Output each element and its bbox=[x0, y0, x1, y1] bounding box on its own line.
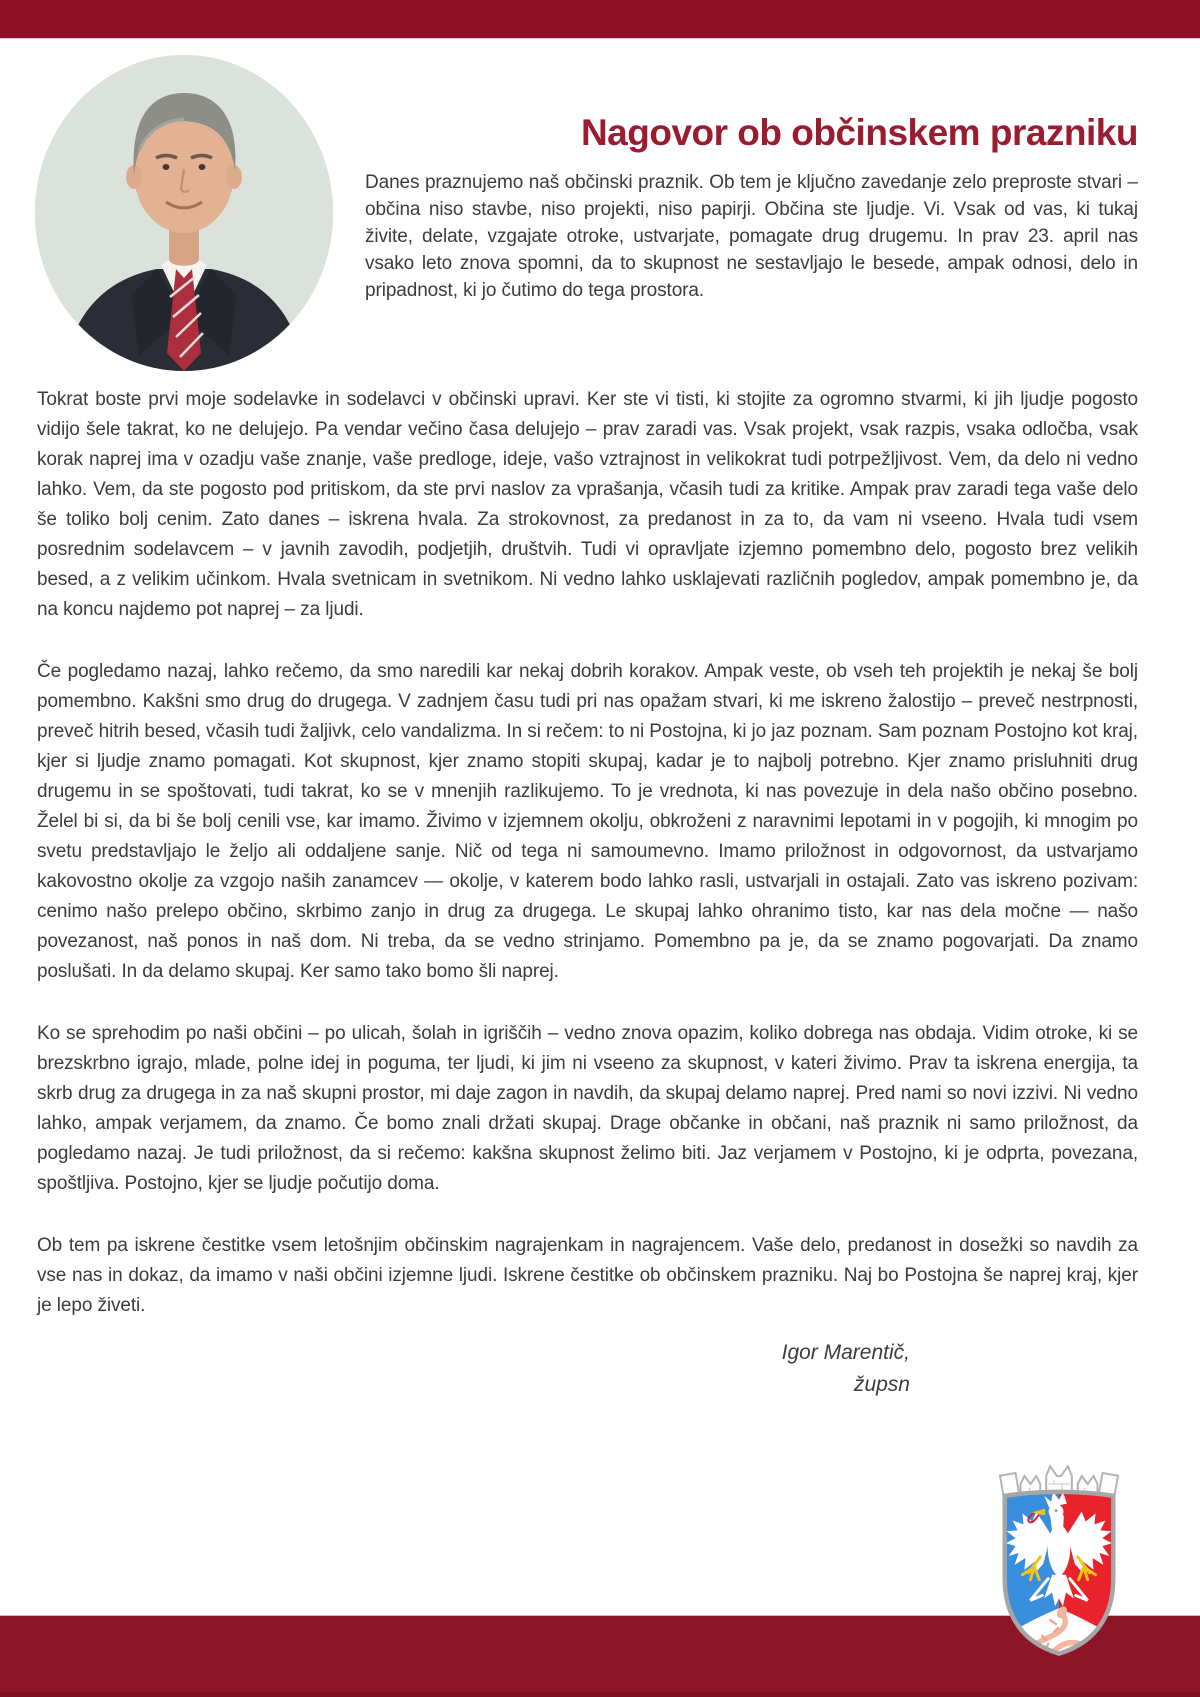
body-paragraph: Ko se sprehodim po naši občini – po ulicah, šolah in igriščih – vedno znova opazim, koliko dobrega nas obdaja. Vidim otroke, ki se brezskrbno igrajo, mlade, polne idej in poguma, ter ljudi, ki jim ni vseeno za skupnost, v kateri živimo. Prav ta iskrena energija, ta skrb drug za drugega in za naš skupni prostor, mi daje zagon in navdih, da skupaj delamo naprej. Pred nami so novi izzivi. Ni vedno lahko, ampak verjamem, da znamo. Če bomo znali držati skupaj. Drage občanke in občani, naš praznik ni samo priložnost, da pogledamo nazaj. Je tudi priložnost, da si rečemo: kakšna skupnost želimo biti. Jaz verjamem v Postojno, ki je odprta, povezana, spoštljiva. Postojno, kjer se ljudje počutijo doma. bbox=[37, 1023, 1138, 1194]
header-right-column bbox=[333, 55, 1138, 304]
mayor-portrait-illustration bbox=[35, 55, 333, 371]
header bbox=[35, 55, 1138, 371]
body-paragraph: Tokrat boste prvi moje sodelavke in sodelavci v občinski upravi. Ker ste vi tisti, ki stojite za ogromno stvarmi, ki jih ljudje pogosto vidijo šele takrat, ko ne delujejo. Pa vendar večino časa delujejo – prav zaradi vas. Vsak projekt, vsak razpis, vsaka odločba, vsak korak naprej ima v ozadju vaše znanje, vaše predloge, ideje, vašo vztrajnost in velikokrat tudi potrpežljivost. Vem, da delo ni vedno lahko. Vem, da ste pogosto pod pritiskom, da ste prvi naslov za vprašanja, včasih tudi za kritike. Ampak prav zaradi tega vaše delo še toliko bolj cenim. Zato danes – iskrena hvala. Za strokovnost, za predanost in za to, da vam ni vseeno. Hvala tudi vsem posrednim sodelavcem – v javnih zavodih, podjetjih, društvih. Tudi vi opravljate izjemno pomembno delo, pogosto brez velikih besed, a z velikim učinkom. Hvala svetnicam in svetnikom. Ni vedno lahko usklajevati različnih pogledov, ampak pomembno je, da na koncu najdemo pot naprej – za ljudi. bbox=[37, 389, 1138, 620]
signature-block bbox=[37, 1337, 910, 1401]
postojna-coat-of-arms-icon bbox=[985, 1450, 1133, 1658]
body-paragraph: Če pogledamo nazaj, lahko rečemo, da smo naredili kar nekaj dobrih korakov. Ampak veste, ob vseh teh projektih je nekaj še bolj pomembno. Kakšni smo drug do drugega. V zadnjem času tudi pri nas opažam stvari, ki me iskreno žalostijo – preveč nestrpnosti, preveč hitrih besed, včasih tudi žaljivk, celo vandalizma. In si rečem: to ni Postojna, ki jo jaz poznam. Sam poznam Postojno kot kraj, kjer si ljudje znamo pomagati. Kot skupnost, kjer znamo stopiti skupaj, kadar je to najbolj potrebno. Kjer znamo prisluhniti drug drugemu in se spoštovati, tudi takrat, ko se v mnenjih razlikujemo. To je vrednota, ki nas povezuje in dela našo občino posebno. Želel bi si, da bi še bolj cenili vse, kar imamo. Živimo v izjemnem okolju, obkroženi z naravnimi lepotami in v pogojih, ki mnogim po svetu predstavljajo le željo ali oddaljene sanje. Nič od tega ni samoumevno. Imamo priložnost in odgovornost, da ustvarjamo kakovostno okolje za vzgojo naših zanamcev — okolje, v katerem bodo lahko rasli, ustvarjali in ostajali. Zato vas iskreno pozivam: cenimo našo prelepo občino, skrbimo zanjo in drug za drugega. Le skupaj lahko ohranimo tisto, kar nas dela močne — našo povezanost, naš ponos in naš dom. Ni treba, da se vedno strinjamo. Pomembno pa je, da se znamo pogovarjati. Da znamo poslušati. In da delamo skupaj. Ker samo tako bomo šli naprej. bbox=[37, 661, 1138, 982]
signature-role: župsn bbox=[853, 1373, 910, 1396]
signature-name: Igor Marentič, bbox=[781, 1341, 910, 1364]
body-paragraph: Ob tem pa iskrene čestitke vsem letošnjim občinskim nagrajenkam in nagrajencem. Vaše delo, predanost in dosežki so navdih za vse nas in dokaz, da imamo v naši občini izjemne ljudi. Iskrene čestitke ob občinskem prazniku. Naj bo Postojna še naprej kraj, kjer je lepo živeti. bbox=[37, 1235, 1138, 1316]
intro-paragraph: Danes praznujemo naš občinski praznik. Ob tem je ključno zavedanje zelo preproste stvari – občina niso stavbe, niso projekti, niso papirji. Občina ste ljudje. Vi. Vsak od vas, ki tukaj živite, delate, vzgajate otroke, ustvarjate, pomagate drug drugemu. In prav 23. april nas vsako leto znova spomni, da to skupnost ne sestavljajo le besede, ampak odnosi, delo in pripadnost, ki jo čutimo do tega prostora. bbox=[365, 172, 1138, 301]
top-accent-bar bbox=[0, 0, 1200, 39]
mayor-portrait-photo bbox=[35, 55, 333, 371]
page-title: Nagovor ob občinskem prazniku bbox=[580, 112, 1138, 153]
coat-of-arms-illustration bbox=[985, 1450, 1133, 1658]
letter-body bbox=[37, 371, 1138, 1401]
